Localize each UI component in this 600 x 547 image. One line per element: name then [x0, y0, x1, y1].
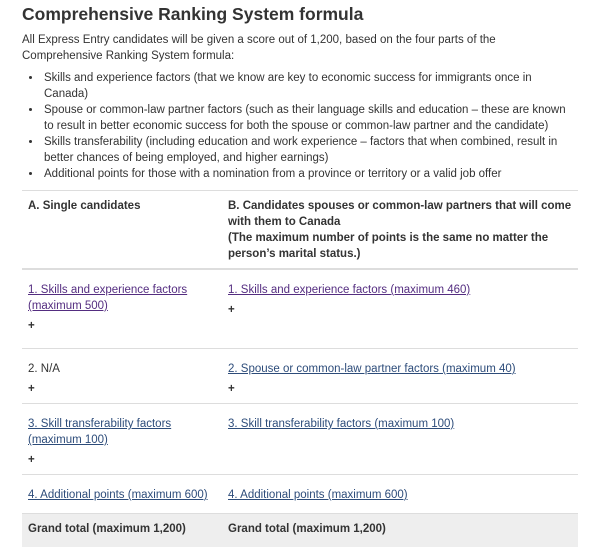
page-title: Comprehensive Ranking System formula	[22, 3, 578, 25]
spouse-factors-link[interactable]: 2. Spouse or common-law partner factors (maximum 40)	[228, 363, 516, 375]
table-cell	[222, 475, 578, 514]
plus-sign: +	[28, 318, 216, 334]
table-cell	[222, 349, 578, 404]
grand-total-row	[22, 514, 578, 547]
plus-sign: +	[28, 452, 216, 468]
table-row	[22, 404, 578, 475]
header-note: (The maximum number of points is the same no matter the person’s marital status.)	[228, 232, 548, 260]
plus-sign: +	[228, 381, 572, 397]
intro-paragraph: All Express Entry candidates will be given a score out of 1,200, based on the four parts of the Comprehensive Ranking System formula:	[22, 32, 578, 64]
header-label: B. Candidates spouses or common-law partners that will come with them to Canada	[228, 200, 571, 228]
list-item: • Spouse or common-law partner factors (such as their language skills and education – these are known to result in better economic success for both the spouse or common-law partner and the candidate)	[42, 102, 578, 134]
table-header-row	[22, 191, 578, 270]
list-item: • Additional points for those with a nomination from a province or territory or a valid job offer	[42, 166, 578, 182]
additional-points-link-spouse[interactable]: 4. Additional points (maximum 600)	[228, 489, 408, 501]
additional-points-link-single[interactable]: 4. Additional points (maximum 600)	[28, 489, 208, 501]
plus-sign: +	[228, 302, 572, 318]
table-cell	[22, 269, 222, 349]
header-label: A. Single candidates	[28, 200, 140, 212]
header-single-candidates	[22, 191, 222, 270]
table-cell	[22, 349, 222, 404]
table-cell	[222, 404, 578, 475]
points-table	[22, 190, 578, 547]
factor-list	[22, 70, 578, 182]
table-cell	[22, 404, 222, 475]
table-row	[22, 475, 578, 514]
grand-total-spouse: Grand total (maximum 1,200)	[222, 514, 578, 547]
plus-sign: +	[28, 381, 216, 397]
not-applicable-text: 2. N/A	[28, 363, 60, 375]
grand-total-single: Grand total (maximum 1,200)	[22, 514, 222, 547]
header-with-spouse	[222, 191, 578, 270]
skills-experience-link-single[interactable]: 1. Skills and experience factors (maximum 500)	[28, 284, 187, 312]
table-row	[22, 269, 578, 349]
skill-transferability-link-spouse[interactable]: 3. Skill transferability factors (maximum 100)	[228, 418, 454, 430]
skills-experience-link-spouse[interactable]: 1. Skills and experience factors (maximum 460)	[228, 284, 470, 296]
table-row	[22, 349, 578, 404]
list-item: • Skills transferability (including education and work experience – factors that when combined, result in better chances of being employed, and higher earnings)	[42, 134, 578, 166]
list-item: • Skills and experience factors (that we know are key to economic success for immigrants once in Canada)	[42, 70, 578, 102]
skill-transferability-link-single[interactable]: 3. Skill transferability factors (maximum 100)	[28, 418, 171, 446]
table-cell	[222, 269, 578, 349]
table-cell	[22, 475, 222, 514]
